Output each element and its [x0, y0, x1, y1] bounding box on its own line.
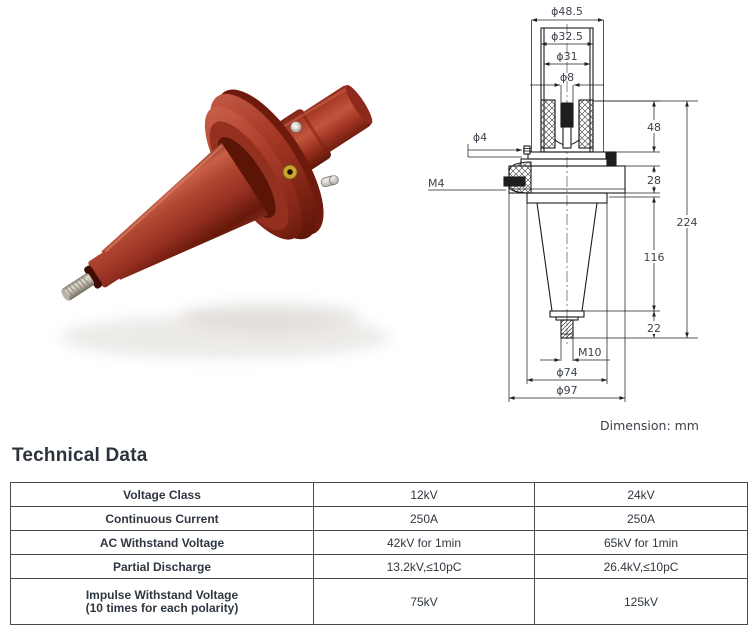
table-row	[11, 507, 748, 531]
spec-value-cell-12kv: 75kV	[314, 579, 535, 625]
table-row	[11, 531, 748, 555]
spec-value-cell-12kv: 12kV	[314, 483, 535, 507]
dim-48-label: 48	[647, 121, 661, 134]
spec-label-cell: AC Withstand Voltage	[11, 531, 314, 555]
dim-116-label: 116	[643, 251, 665, 264]
spec-value-cell-12kv: 250A	[314, 507, 535, 531]
spec-label-line2: (10 times for each polarity)	[85, 600, 239, 615]
spec-value-cell-24kv: 125kV	[535, 579, 748, 625]
photo-shadow	[60, 303, 390, 359]
dim-phi97-label: ϕ97	[556, 384, 578, 397]
spec-label-cell: Continuous Current	[11, 507, 314, 531]
spec-value-cell-12kv: 42kV for 1min	[314, 531, 535, 555]
dim-phi8-label: ϕ8	[559, 71, 575, 84]
spec-label-cell: Voltage Class	[11, 483, 314, 507]
technical-data-table	[10, 482, 748, 625]
spec-value-cell-12kv: 13.2kV,≤10pC	[314, 555, 535, 579]
dim-phi4-label: ϕ4	[472, 131, 488, 144]
dimension-unit-note: Dimension: mm	[600, 418, 699, 433]
section-title: Technical Data	[12, 445, 148, 466]
dim-224-label: 224	[676, 216, 698, 229]
dim-phi31-label: ϕ31	[556, 50, 578, 63]
dim-28-label: 28	[647, 174, 661, 187]
product-photo	[25, 55, 420, 400]
dim-22-label: 22	[647, 322, 661, 335]
table-row	[11, 579, 748, 625]
table-row	[11, 483, 748, 507]
dim-phi74-label: ϕ74	[556, 366, 578, 379]
spec-value-cell-24kv: 65kV for 1min	[535, 531, 748, 555]
table-row	[11, 555, 748, 579]
dim-m10-label: M10	[578, 346, 602, 359]
dim-phi48-5-label: ϕ48.5	[551, 5, 583, 18]
spec-label-cell	[11, 579, 314, 625]
dim-phi32-5-label: ϕ32.5	[551, 30, 583, 43]
dim-m4-label: M4	[428, 177, 445, 190]
spec-value-cell-24kv: 250A	[535, 507, 748, 531]
spec-label-cell: Partial Discharge	[11, 555, 314, 579]
spec-value-cell-24kv: 24kV	[535, 483, 748, 507]
spec-value-cell-24kv: 26.4kV,≤10pC	[535, 555, 748, 579]
dimension-drawing	[420, 0, 756, 440]
spec-label-line1: Impulse Withstand Voltage	[85, 587, 239, 602]
